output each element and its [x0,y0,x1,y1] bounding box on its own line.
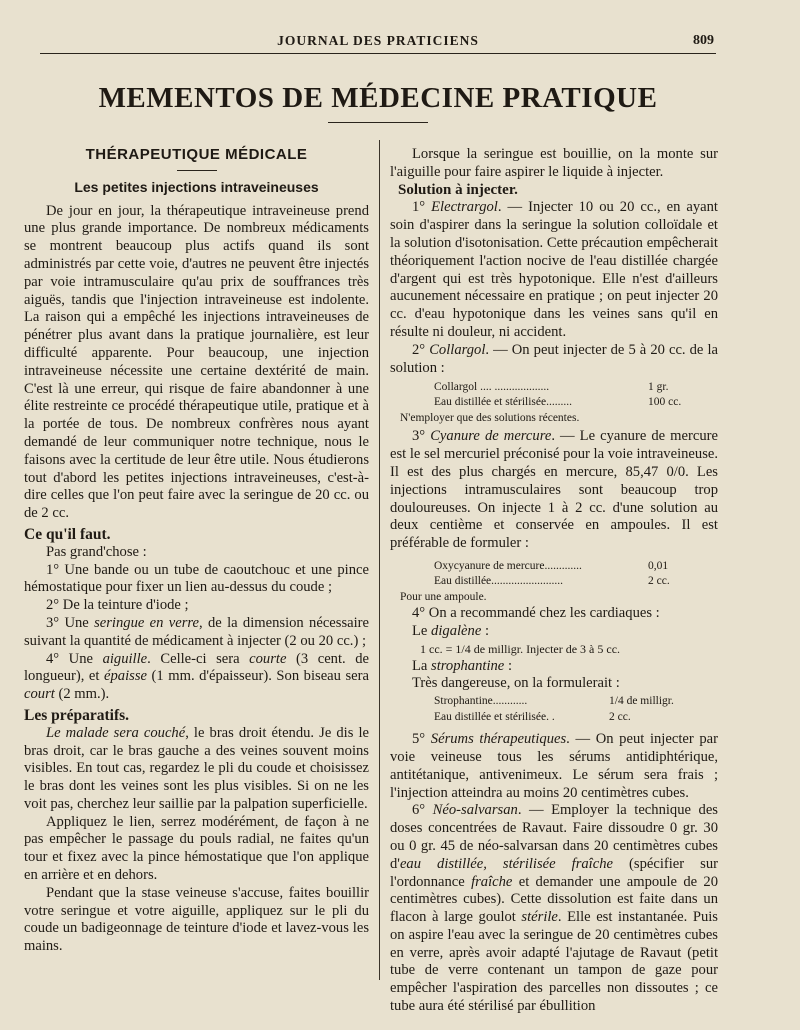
list-item: 2° De la teinture d'iode ; [46,597,189,614]
right-column [390,146,718,1016]
section-heading: THÉRAPEUTIQUE MÉDICALE [85,146,308,163]
intro-paragraph: De jour en jour, la thérapeutique intraveineuse prend une plus grande importance. De nombreux médicaments se montrent beaucoup plus actifs quand ils sont administrés par cette voie, d'autres ne peuvent être injectés par voie intramusculaire qu'au prix de souffrances très aiguës, tandis que l'injection intraveineuse est indolente. La raison qui a empêché les injections intraveineuses de pénétrer plus avant dans la pratique journalière, est leur difficulté apparente. Pour beaucoup, une injection intraveineuse nécessite une certaine dextérité de main. C'est là une erreur, qui risque de faire abandonner à une élite restreinte ce procédé thérapeutique utile, pratique et à la portée de tous. De nombreux confrères nous ayant demandé de leur communiquer notre technique, nous le faisons avec la certitude de leur être utile. Nous étudierons tout d'abord les petites injections intraveineuses, c'est-à-dire celles que l'on peut faire avec la seringue de 20 cc. ou de 2 cc. [24,202,369,522]
list-item: 4° Une aiguille. Celle-ci sera courte (3 cent. de longueur), et épaisse (1 mm. d'épaisseur). Son biseau sera court (2 mm.). [24,650,369,703]
paragraph: Pas grand'chose : [46,543,147,560]
paragraph: 5° Sérums thérapeutiques. — On peut injecter par voie veineuse tous les sérums antidiphtérique, antitétanique, antivenimeux. Le sérum sera frais ; l'injection atteindra au moins 20 centimètres cubes. [390,731,718,801]
formula-strophantine [390,693,718,725]
paragraph: Le malade sera couché, le bras droit étendu. Je dis le bras droit, car le bras gauche a des veines souvent moins visibles. En tout cas, regardez le pli du coude et choisissez le bras dont les veines sont les plus visibles. Si on ne les voit pas, cherchez leur saillie par la palpation superficielle. [24,724,369,812]
paragraph: Lorsque la seringue est bouillie, on la monte sur l'aiguille pour faire aspirer le liquide à injecter. [390,146,718,180]
strophantine-line: La strophantine : [412,657,512,674]
strophantine-warning: Très dangereuse, on la formulerait : [412,675,620,692]
formula-collargol [390,380,718,410]
heading-preparatifs: Les préparatifs. [24,706,130,724]
paragraph: 4° On a recommandé chez les cardiaques : [412,604,660,621]
article-subtitle: Les petites injections intraveineuses [74,178,319,195]
heading-ce-quil-faut: Ce qu'il faut. [24,525,111,543]
page-title: MEMENTOS DE MÉDECINE PRATIQUE [98,82,658,114]
title-rule [328,122,428,123]
column-divider [379,140,380,980]
page-number: 809 [693,33,714,48]
digalene-line: Le digalène : [412,622,490,639]
paragraph: Pendant que la stase veineuse s'accuse, faites bouillir votre seringue et votre aiguille, appliquez sur le pli du coude un badigeonnage de teinture d'iode et lavez-vous les mains. [24,884,369,955]
journal-name: JOURNAL DES PRATICIENS [277,33,479,48]
digalene-dose: 1 cc. = 1/4 de milligr. Injecter de 3 à 5 cc. [420,641,621,656]
formula-note: N'employer que des solutions récentes. [400,412,580,425]
formula-oxycyanure [390,559,718,589]
formula-row: Oxycyanure de mercure............. 0,01 [434,559,669,572]
section-rule [177,170,217,171]
list-item: 3° Une seringue en verre, de la dimension nécessaire suivant la quantité de médicament à injecter (2 ou 20 cc.) ; [24,614,369,649]
formula-row: Eau distillée......................... 2 cc. [434,574,670,587]
running-header [40,33,716,54]
formula-row: Strophantine............ 1/4 de milligr. [434,695,674,708]
formula-row: Eau distillée et stérilisée......... 100 cc. [434,396,682,409]
paragraph: Appliquez le lien, serrez modérément, de façon à ne pas empêcher le passage du pouls radial, ne faites qu'un tour et fixez avec la pince hémostatique que l'on applique en arrière et en dehors. [24,813,369,884]
list-item: 1° Une bande ou un tube de caoutchouc et une pince hémostatique pour fixer un lien au-dessus du coude ; [24,561,369,596]
paragraph: 6° Néo-salvarsan. — Employer la technique des doses concentrées de Ravaut. Faire dissoudre 0 gr. 30 ou 0 gr. 45 de néo-salvarsan dans 20 centimètres cubes d'eau distillée, stérilisée fraîche (spécifier sur l'ordonnance fraîche et demander une ampoule de 20 centimètres cubes). Cette dissolution est faite dans un flacon à large goulot stérile. Elle est instantanée. Puis on aspire l'eau avec la seringue de 20 centimètres cubes en verre, après avoir adapté l'ajutage de Ravaut (petit tube de verre contenant un tampon de gaze pour empêcher l'aspiration des parcelles non dissoutes ; ce tube aura été stérilisé par ébullition [390,802,718,1015]
formula-row: Eau distillée et stérilisée. . 2 cc. [434,711,631,724]
heading-solution: Solution à injecter. [398,181,518,198]
formula-note: Pour une ampoule. [400,590,487,603]
formula-row: Collargol .... ................... 1 gr. [434,381,669,394]
paragraph: 3° Cyanure de mercure. — Le cyanure de mercure est le sel mercuriel préconisé pour la voie intraveineuse. Il est des plus chargés en mercure, 85,47 0/0. Les injections intramusculaires sont beaucoup trop douloureuses. On injecte 1 à 2 cc. d'une solution au deux centième et conservée en ampoules. Il est préférable de formuler : [390,428,718,552]
paragraph: 2° Collargol. — On peut injecter de 5 à 20 cc. de la solution : [390,341,718,376]
left-column [24,146,369,956]
paragraph: 1° Electrargol. — Injecter 10 ou 20 cc., en ayant soin d'aspirer dans la seringue la solution colloïdale et la solution d'isotonisation. Cette précaution empêcherait théoriquement l'action nocive de l'eau distillée chargée d'argent qui est très hypotonique. Elle n'est d'ailleurs aucunement nécessaire en pratique ; on peut injecter 20 cc. d'eau hypotonique dans les veines sans qu'il en résulte ni douleur, ni accident. [390,199,718,340]
